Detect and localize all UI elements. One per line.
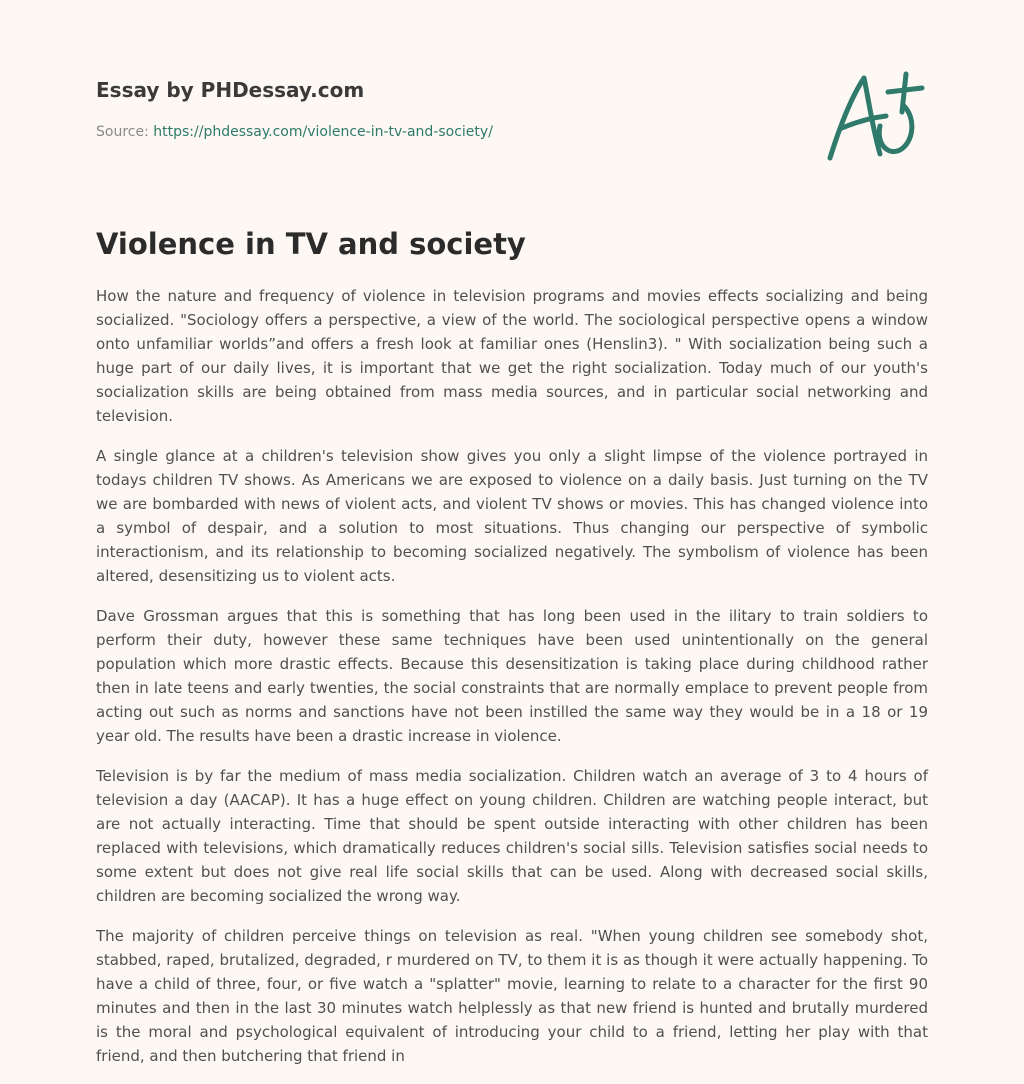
- essay-paragraph: The majority of children perceive things on television as real. "When young children see somebody shot, stabbed, raped, brutalized, degraded, r murdered on TV, to them it is as though it were actually happening. To have a child of three, four, or five watch a "splatter" movie, learning to relate to a character for the first 90 minutes and then in the last 30 minutes watch helplessly as that new friend is hunted and brutally murdered is the moral and psychological equivalent of introducing your child to a friend, letting her play with that friend, and then butchering that friend in: [96, 927, 928, 1065]
- essay-paragraph: A single glance at a children's television show gives you only a slight limpse of the violence portrayed in todays children TV shows. As Americans we are exposed to violence on a daily basis. Just turning on the TV we are bombarded with news of violent acts, and violent TV shows or movies. This has changed violence into a symbol of despair, and a solution to most situations. Thus changing our perspective of symbolic interactionism, and its relationship to becoming socialized negatively. The symbolism of violence has been altered, desensitizing us to violent acts.: [96, 447, 928, 585]
- source-line: [96, 122, 796, 142]
- source-link[interactable]: https://phdessay.com/violence-in-tv-and-society/: [153, 124, 493, 140]
- page-header: [96, 76, 796, 142]
- essay-title: Violence in TV and society: [96, 227, 526, 261]
- essay-paragraph: Dave Grossman argues that this is something that has long been used in the ilitary to train soldiers to perform their duty, however these same techniques have been used unintentionally on the general population which more drastic effects. Because this desensitization is taking place during childhood rather then in late teens and early twenties, the social constraints that are normally emplace to prevent people from acting out such as norms and sanctions have not been instilled the same way they would be in a 18 or 19 year old. The results have been a drastic increase in violence.: [96, 607, 928, 745]
- site-brand: Essay by PHDessay.com: [96, 78, 365, 102]
- a-plus-grade-icon: [820, 66, 930, 166]
- essay-paragraph: How the nature and frequency of violence in television programs and movies effects socializing and being socialized. "Sociology offers a perspective, a view of the world. The sociological perspective opens a window onto unfamiliar worlds”and offers a fresh look at familiar ones (Henslin3). " With socialization being such a huge part of our daily lives, it is important that we get the right socialization. Today much of our youth's socialization skills are being obtained from mass media sources, and in particular social networking and television.: [96, 287, 928, 425]
- essay-paragraph: Television is by far the medium of mass media socialization. Children watch an average of 3 to 4 hours of television a day (AACAP). It has a huge effect on young children. Children are watching people interact, but are not actually interacting. Time that should be spent outside interacting with other children has been replaced with televisions, which dramatically reduces children's social sills. Television satisfies social needs to some extent but does not give real life social skills that can be used. Along with decreased social skills, children are becoming socialized the wrong way.: [96, 767, 928, 905]
- source-label: Source:: [96, 124, 154, 140]
- essay-body: [96, 284, 928, 1084]
